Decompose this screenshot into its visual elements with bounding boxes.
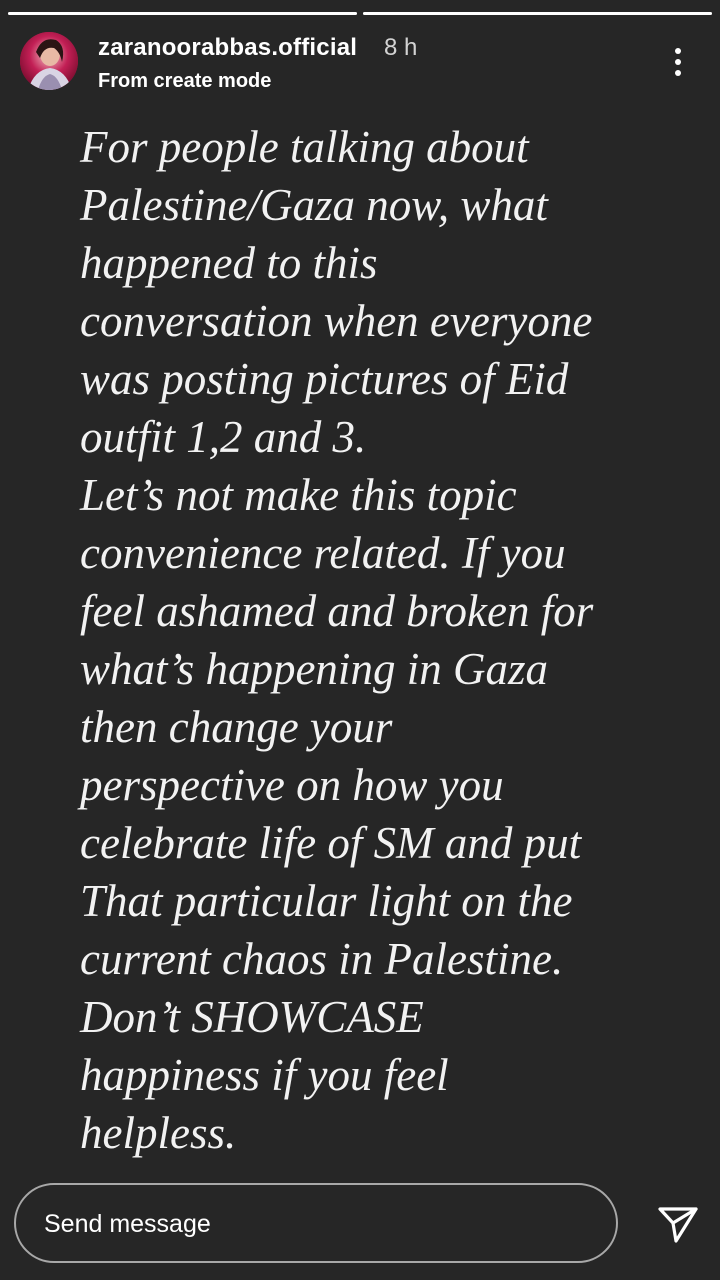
story-line: Let’s not make this topic	[80, 470, 517, 520]
story-line: That particular light on the	[80, 876, 573, 926]
story-line: outfit 1,2 and 3.	[80, 412, 367, 462]
send-message-input[interactable]	[42, 1185, 586, 1263]
story-line: conversation when everyone	[80, 296, 593, 346]
story-text	[80, 118, 680, 1162]
more-vertical-icon	[675, 48, 681, 54]
story-line: current chaos in Palestine.	[80, 934, 564, 984]
avatar[interactable]	[20, 32, 78, 90]
username[interactable]: zaranoorabbas.official	[98, 34, 358, 61]
send-button[interactable]	[652, 1199, 702, 1249]
story-line: Don’t SHOWCASE	[80, 992, 424, 1042]
post-time: 8 h	[384, 34, 418, 61]
progress-fill-1	[8, 12, 357, 15]
progress-fill-2	[363, 12, 712, 15]
story-line: convenience related. If you	[80, 528, 566, 578]
avatar-image	[20, 32, 78, 90]
story-line: Palestine/Gaza now, what	[80, 180, 548, 230]
story-line: what’s happening in Gaza	[80, 644, 548, 694]
story-line: happened to this	[80, 238, 378, 288]
story-progress	[8, 12, 712, 16]
more-options-button[interactable]	[656, 40, 700, 84]
story-line: For people talking about	[80, 122, 529, 172]
more-vertical-icon-dot-2	[675, 59, 681, 65]
story-line: feel ashamed and broken for	[80, 586, 594, 636]
story-line: helpless.	[80, 1108, 237, 1158]
story-line: perspective on how you	[80, 760, 504, 810]
story-line: happiness if you feel	[80, 1050, 449, 1100]
story-line: then change your	[80, 702, 393, 752]
story-subtitle: From create mode	[98, 70, 272, 92]
send-icon	[652, 1199, 702, 1249]
progress-segment-1	[8, 12, 357, 15]
story-line: celebrate life of SM and put	[80, 818, 582, 868]
progress-segment-2	[363, 12, 712, 15]
story-line: was posting pictures of Eid	[80, 354, 569, 404]
story-header	[0, 30, 720, 100]
send-message-field[interactable]	[14, 1183, 618, 1263]
more-vertical-icon-dot-3	[675, 70, 681, 76]
